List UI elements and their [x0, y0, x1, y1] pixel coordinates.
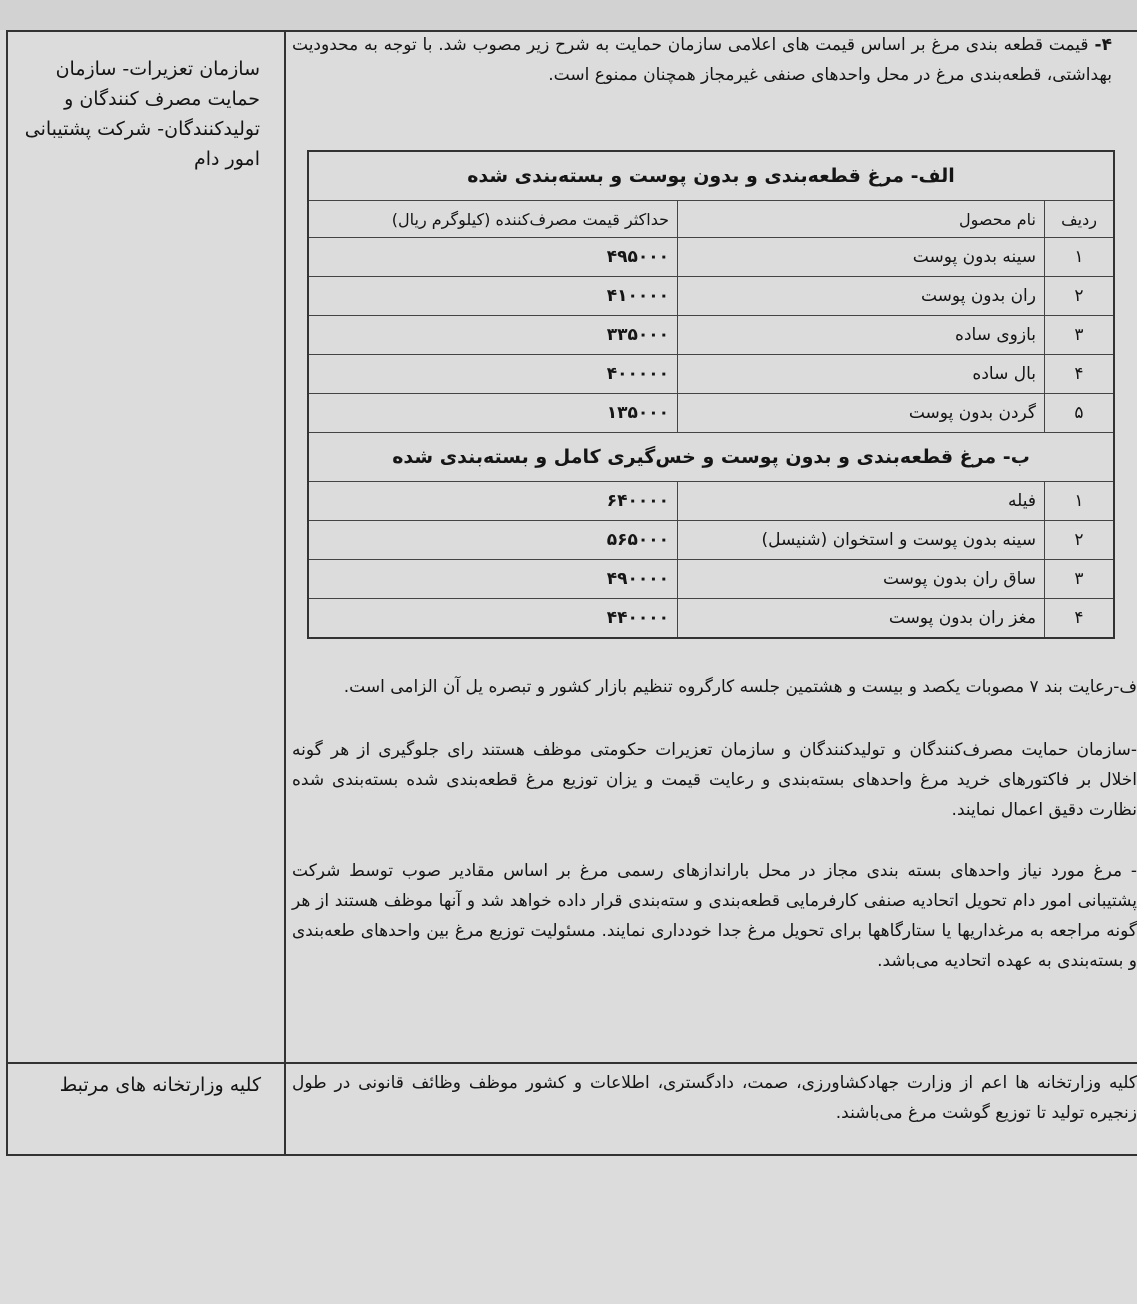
section-4-intro	[292, 30, 1112, 90]
product-name: فیله	[678, 482, 1045, 521]
row-number: ۴	[1045, 599, 1115, 639]
col-price-header: حداکثر قیمت مصرف‌کننده (کیلوگرم ریال)	[308, 201, 678, 238]
row-number: ۴	[1045, 355, 1115, 394]
product-price: ۳۳۵۰۰۰	[308, 316, 678, 355]
table-row	[308, 238, 1114, 277]
product-name: ساق ران بدون پوست	[678, 560, 1045, 599]
row-number: ۳	[1045, 316, 1115, 355]
product-name: سینه بدون پوست	[678, 238, 1045, 277]
product-price: ۴۴۰۰۰۰	[308, 599, 678, 639]
row-number: ۱	[1045, 238, 1115, 277]
product-name: بال ساده	[678, 355, 1045, 394]
top-shadow	[0, 0, 1137, 30]
table-header	[308, 201, 1114, 238]
section-b-title: ب- مرغ قطعه‌بندی و بدون پوست و خس‌گیری کامل و بسته‌بندی شده	[308, 433, 1114, 482]
product-price: ۱۳۵۰۰۰	[308, 394, 678, 433]
row-number: ۵	[1045, 394, 1115, 433]
product-price: ۴۹۵۰۰۰	[308, 238, 678, 277]
product-price: ۶۴۰۰۰۰	[308, 482, 678, 521]
product-price: ۴۰۰۰۰۰	[308, 355, 678, 394]
responsible-ministries: کلیه وزارتخانه های مرتبط	[59, 1074, 261, 1096]
table-row	[308, 482, 1114, 521]
product-name: سینه بدون پوست و استخوان (شنیسل)	[678, 521, 1045, 560]
product-name: بازوی ساده	[678, 316, 1045, 355]
table-row	[308, 316, 1114, 355]
note-c: - مرغ مورد نیاز واحدهای بسته بندی مجاز در محل باراندازهای رسمی مرغ بر اساس مقادیر صوب توسط شرکت پشتیبانی امور دام تحویل اتحادیه صنفی کارفرمایی قطعه‌بندی و سته‌بندی قرار داده خواهد شد و آنها موظف هستند از هر گونه مراجعه به مرغداریها یا ستارگاهها برای تحویل مرغ جدا خودداری نمایند. مسئولیت توزیع مرغ بین واحدهای طعه‌بندی و بسته‌بندی به عهده اتحادیه می‌باشد.	[292, 861, 1137, 971]
intro-text: قیمت قطعه بندی مرغ بر اساس قیمت های اعلامی سازمان حمایت به شرح زیر مصوب شد. با توجه به محدودیت بهداشتی، قطعه‌بندی مرغ در محل واحدهای صنفی غیرمجاز همچنان ممنوع است.	[292, 35, 1112, 85]
section-number: ۴-	[1094, 35, 1112, 55]
final-directive: کلیه وزارتخانه ها اعم از وزارت جهادکشاورزی، صمت، دادگستری، اطلاعات و کشور موظف وظائف قانونی در طول زنجیره تولید تا توزیع گوشت مرغ می‌باشند.	[292, 1073, 1137, 1123]
table-row	[308, 394, 1114, 433]
col-name-header: نام محصول	[678, 201, 1045, 238]
col-row-header: ردیف	[1045, 201, 1115, 238]
section-a-title: الف- مرغ قطعه‌بندی و بدون پوست و بسته‌بندی شده	[308, 151, 1114, 201]
table-row	[308, 355, 1114, 394]
table-row	[308, 277, 1114, 316]
product-price: ۴۱۰۰۰۰	[308, 277, 678, 316]
product-name: گردن بدون پوست	[678, 394, 1045, 433]
note-b: -سازمان حمایت مصرف‌کنندگان و تولیدکنندگان و سازمان تعزیرات حکومتی موظف هستند رای جلوگیری از هر گونه اخلال بر فاکتورهای خرید مرغ واحدهای بسته‌بندی و رعایت قیمت و یزان توزیع مرغ قطعه‌بندی شده بسته‌بندی شده نظارت دقیق اعمال نمایند.	[292, 740, 1137, 820]
price-table	[307, 150, 1115, 639]
row-number: ۱	[1045, 482, 1115, 521]
row-number: ۲	[1045, 277, 1115, 316]
table-row	[308, 599, 1114, 639]
product-name: مغز ران بدون پوست	[678, 599, 1045, 639]
product-price: ۵۶۵۰۰۰	[308, 521, 678, 560]
column-divider	[284, 30, 286, 1156]
row-number: ۲	[1045, 521, 1115, 560]
table-row	[308, 521, 1114, 560]
product-name: ران بدون پوست	[678, 277, 1045, 316]
responsible-agencies: سازمان تعزیرات- سازمان حمایت مصرف کنندگان و تولیدکنندگان- شرکت پشتیبانی امور دام	[24, 58, 260, 170]
row-divider	[6, 1062, 1137, 1064]
row-number: ۳	[1045, 560, 1115, 599]
note-a: ف-رعایت بند ۷ مصوبات یکصد و بیست و هشتمین جلسه کارگروه تنظیم بازار کشور و تبصره یل آن الزامی است.	[343, 677, 1137, 697]
table-row	[308, 560, 1114, 599]
product-price: ۴۹۰۰۰۰	[308, 560, 678, 599]
